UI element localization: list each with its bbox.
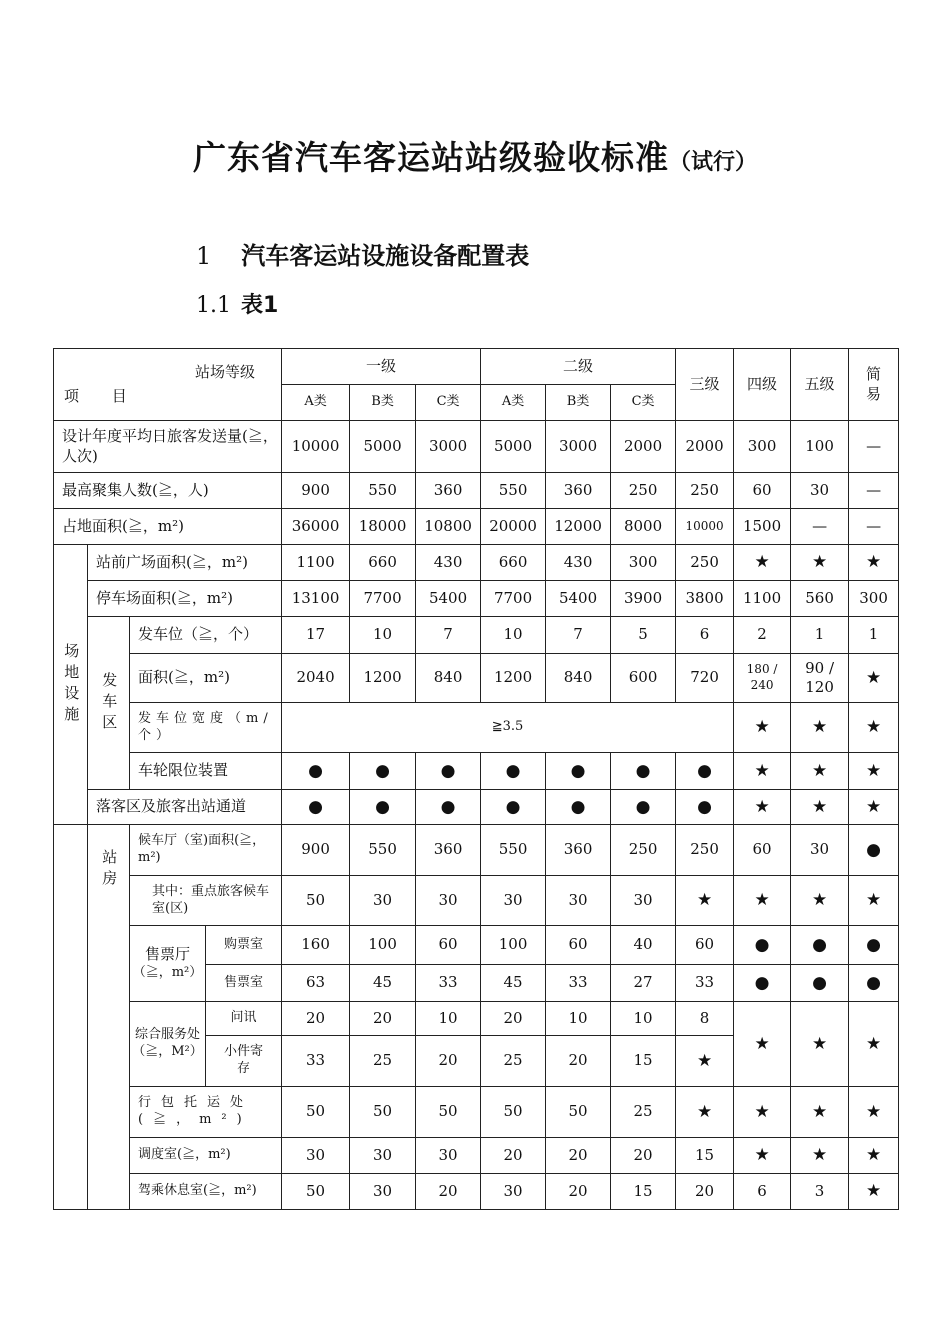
value-cell: 8 bbox=[676, 1002, 734, 1036]
value-cell: 250 bbox=[676, 545, 734, 581]
value-cell: 33 bbox=[676, 965, 734, 1002]
value-cell: 7700 bbox=[350, 581, 416, 617]
value-cell: 17 bbox=[282, 617, 350, 654]
value-cell: 1 bbox=[791, 617, 849, 654]
value-cell: 10000 bbox=[282, 421, 350, 473]
value-cell: 550 bbox=[350, 825, 416, 876]
grade-header: 二级 bbox=[481, 349, 676, 385]
value-cell: 20 bbox=[481, 1138, 546, 1174]
value-cell: 180 / 240 bbox=[734, 654, 791, 703]
row-label: 设计年度平均日旅客发送量(≧，人次) bbox=[54, 421, 282, 473]
group-label-empty bbox=[54, 825, 88, 1210]
station-group-cell bbox=[88, 825, 130, 1210]
section-heading bbox=[196, 236, 529, 271]
value-cell: ● bbox=[546, 790, 611, 825]
grade-header: 三级 bbox=[676, 349, 734, 421]
value-cell: ★ bbox=[849, 545, 899, 581]
value-cell: 50 bbox=[350, 1087, 416, 1138]
subsection-title: 表1 bbox=[241, 293, 279, 318]
value-cell: 430 bbox=[416, 545, 481, 581]
value-cell: ★ bbox=[791, 753, 849, 790]
value-cell: ● bbox=[282, 790, 350, 825]
value-cell: 18000 bbox=[350, 509, 416, 545]
value-cell: 3900 bbox=[611, 581, 676, 617]
value-cell: 720 bbox=[676, 654, 734, 703]
value-cell: ★ bbox=[849, 703, 899, 753]
value-cell: 30 bbox=[791, 825, 849, 876]
value-cell: ★ bbox=[676, 1087, 734, 1138]
value-cell: 1200 bbox=[350, 654, 416, 703]
value-cell: 25 bbox=[481, 1036, 546, 1087]
grade-header: 一级 bbox=[282, 349, 481, 385]
row-label: 停车场面积(≧，m²) bbox=[88, 581, 282, 617]
value-cell: ★ bbox=[791, 876, 849, 926]
value-cell: 15 bbox=[611, 1174, 676, 1210]
value-cell: ★ bbox=[849, 876, 899, 926]
value-cell: ● bbox=[481, 753, 546, 790]
row-label: 调度室(≧，m²) bbox=[130, 1138, 282, 1174]
corner-bottom-label: 项 目 bbox=[64, 386, 141, 405]
row-label: 行包托运处(≧，m²) bbox=[130, 1087, 282, 1138]
value-cell: ● bbox=[791, 926, 849, 965]
value-cell: 45 bbox=[481, 965, 546, 1002]
value-cell: 5400 bbox=[416, 581, 481, 617]
value-cell: 15 bbox=[611, 1036, 676, 1087]
value-cell: 30 bbox=[350, 876, 416, 926]
value-cell: ● bbox=[676, 753, 734, 790]
value-cell: ★ bbox=[791, 545, 849, 581]
class-header: B类 bbox=[546, 385, 611, 421]
value-cell: 20000 bbox=[481, 509, 546, 545]
value-cell: 360 bbox=[546, 825, 611, 876]
table-row bbox=[54, 876, 899, 926]
value-cell: ● bbox=[611, 753, 676, 790]
value-cell: ★ bbox=[734, 1138, 791, 1174]
merged-value-cell: ≧3.5 bbox=[282, 703, 734, 753]
value-cell: 5000 bbox=[481, 421, 546, 473]
value-cell: 1200 bbox=[481, 654, 546, 703]
value-cell: ★ bbox=[791, 790, 849, 825]
group-label-station: 站房 bbox=[100, 849, 119, 891]
value-cell: 160 bbox=[282, 926, 350, 965]
table-row bbox=[54, 654, 899, 703]
value-cell: ● bbox=[611, 790, 676, 825]
table-row bbox=[54, 926, 899, 965]
row-label: 落客区及旅客出站通道 bbox=[88, 790, 282, 825]
value-cell: 33 bbox=[282, 1036, 350, 1087]
grade-header: 四级 bbox=[734, 349, 791, 421]
value-cell: 360 bbox=[416, 825, 481, 876]
row-label: 购票室 bbox=[206, 926, 282, 965]
value-cell: ● bbox=[734, 965, 791, 1002]
value-cell: ● bbox=[734, 926, 791, 965]
value-cell: ★ bbox=[849, 654, 899, 703]
table-row bbox=[54, 545, 899, 581]
value-cell: ● bbox=[546, 753, 611, 790]
value-cell: 30 bbox=[416, 1138, 481, 1174]
table-row bbox=[54, 581, 899, 617]
value-cell: 1 bbox=[849, 617, 899, 654]
row-label: 候车厅（室)面积(≧，m²) bbox=[130, 825, 282, 876]
value-cell: 33 bbox=[416, 965, 481, 1002]
value-cell: 300 bbox=[734, 421, 791, 473]
value-cell: 10 bbox=[481, 617, 546, 654]
value-cell: ● bbox=[416, 790, 481, 825]
value-cell: ★ bbox=[849, 1138, 899, 1174]
value-cell: 50 bbox=[282, 876, 350, 926]
value-cell: — bbox=[849, 509, 899, 545]
grade-header: 简易 bbox=[849, 349, 899, 421]
value-cell: ● bbox=[676, 790, 734, 825]
section-title: 汽车客运站设施设备配置表 bbox=[241, 242, 530, 270]
value-cell: ● bbox=[282, 753, 350, 790]
value-cell: 8000 bbox=[611, 509, 676, 545]
document-title bbox=[0, 132, 950, 179]
row-label: 站前广场面积(≧，m²) bbox=[88, 545, 282, 581]
value-cell: 40 bbox=[611, 926, 676, 965]
table-row bbox=[54, 473, 899, 509]
value-cell: 30 bbox=[481, 1174, 546, 1210]
table-row bbox=[54, 1002, 899, 1036]
value-cell: ★ bbox=[734, 545, 791, 581]
value-cell: ● bbox=[350, 753, 416, 790]
value-cell: 6 bbox=[676, 617, 734, 654]
row-label: 售票室 bbox=[206, 965, 282, 1002]
value-cell: 10 bbox=[546, 1002, 611, 1036]
table-row bbox=[54, 790, 899, 825]
value-cell: 60 bbox=[734, 825, 791, 876]
value-cell: 30 bbox=[791, 473, 849, 509]
table-row bbox=[54, 1138, 899, 1174]
group-label-site: 场地设施 bbox=[54, 545, 88, 825]
value-cell: — bbox=[849, 421, 899, 473]
value-cell: 250 bbox=[611, 825, 676, 876]
value-cell: 840 bbox=[416, 654, 481, 703]
value-cell: 3000 bbox=[416, 421, 481, 473]
value-cell: ● bbox=[350, 790, 416, 825]
value-cell: 2000 bbox=[676, 421, 734, 473]
group-label-ticket: 售票厅 bbox=[144, 945, 190, 964]
value-cell: 30 bbox=[282, 1138, 350, 1174]
class-header: B类 bbox=[350, 385, 416, 421]
service-unit-label: （≧，M²） bbox=[132, 1044, 203, 1059]
value-cell: 1100 bbox=[734, 581, 791, 617]
value-cell: 60 bbox=[734, 473, 791, 509]
value-cell: 660 bbox=[350, 545, 416, 581]
value-cell: 50 bbox=[282, 1087, 350, 1138]
value-cell: 1500 bbox=[734, 509, 791, 545]
value-cell: 20 bbox=[416, 1036, 481, 1087]
value-cell: ● bbox=[416, 753, 481, 790]
value-cell: 300 bbox=[611, 545, 676, 581]
value-cell: 20 bbox=[282, 1002, 350, 1036]
value-cell: 50 bbox=[282, 1174, 350, 1210]
row-label: 小件寄存 bbox=[206, 1036, 282, 1087]
section-number: 1 bbox=[196, 242, 212, 270]
value-cell: 5400 bbox=[546, 581, 611, 617]
table-row bbox=[54, 1087, 899, 1138]
value-cell: 13100 bbox=[282, 581, 350, 617]
merged-value-cell: ★ bbox=[734, 1002, 791, 1087]
value-cell: 7 bbox=[416, 617, 481, 654]
value-cell: ● bbox=[791, 965, 849, 1002]
value-cell: 900 bbox=[282, 473, 350, 509]
table-row bbox=[54, 703, 899, 753]
value-cell: 20 bbox=[546, 1138, 611, 1174]
header-row-1 bbox=[54, 349, 899, 385]
value-cell: — bbox=[791, 509, 849, 545]
value-cell: 30 bbox=[611, 876, 676, 926]
facility-table bbox=[53, 348, 899, 1210]
value-cell: ★ bbox=[734, 703, 791, 753]
group-label-dispatch: 发车区 bbox=[88, 617, 130, 790]
value-cell: 10 bbox=[416, 1002, 481, 1036]
value-cell: 100 bbox=[350, 926, 416, 965]
row-label: 发车位宽度（m/个） bbox=[130, 703, 282, 753]
value-cell: 50 bbox=[546, 1087, 611, 1138]
value-cell: ● bbox=[481, 790, 546, 825]
value-cell: 60 bbox=[676, 926, 734, 965]
value-cell: 250 bbox=[676, 473, 734, 509]
value-cell: 10 bbox=[611, 1002, 676, 1036]
value-cell: 100 bbox=[481, 926, 546, 965]
value-cell: 250 bbox=[611, 473, 676, 509]
value-cell: 430 bbox=[546, 545, 611, 581]
class-header: A类 bbox=[481, 385, 546, 421]
grade-header: 五级 bbox=[791, 349, 849, 421]
value-cell: ● bbox=[849, 965, 899, 1002]
value-cell: 550 bbox=[481, 825, 546, 876]
value-cell: 900 bbox=[282, 825, 350, 876]
value-cell: 360 bbox=[546, 473, 611, 509]
value-cell: 33 bbox=[546, 965, 611, 1002]
value-cell: 50 bbox=[416, 1087, 481, 1138]
row-label: 面积(≧，m²) bbox=[130, 654, 282, 703]
value-cell: 20 bbox=[546, 1036, 611, 1087]
corner-top-label: 站场等级 bbox=[195, 363, 256, 381]
value-cell: 2 bbox=[734, 617, 791, 654]
value-cell: 20 bbox=[416, 1174, 481, 1210]
value-cell: 550 bbox=[481, 473, 546, 509]
value-cell: 20 bbox=[546, 1174, 611, 1210]
value-cell: 20 bbox=[481, 1002, 546, 1036]
row-label: 驾乘休息室(≧，m²) bbox=[130, 1174, 282, 1210]
service-counter-cell bbox=[130, 1002, 206, 1087]
table-row bbox=[54, 421, 899, 473]
value-cell: 2000 bbox=[611, 421, 676, 473]
value-cell: 10 bbox=[350, 617, 416, 654]
value-cell: ★ bbox=[849, 1087, 899, 1138]
value-cell: 550 bbox=[350, 473, 416, 509]
value-cell: 6 bbox=[734, 1174, 791, 1210]
table-row bbox=[54, 509, 899, 545]
value-cell: 360 bbox=[416, 473, 481, 509]
ticket-unit-label: （≧，m²） bbox=[132, 964, 203, 980]
value-cell: 10800 bbox=[416, 509, 481, 545]
subsection-number: 1.1 bbox=[196, 293, 231, 318]
value-cell: 30 bbox=[546, 876, 611, 926]
value-cell: 50 bbox=[481, 1087, 546, 1138]
value-cell: 1100 bbox=[282, 545, 350, 581]
value-cell: 15 bbox=[676, 1138, 734, 1174]
value-cell: ★ bbox=[849, 790, 899, 825]
value-cell: 30 bbox=[350, 1138, 416, 1174]
value-cell: ● bbox=[849, 926, 899, 965]
table-row bbox=[54, 825, 899, 876]
value-cell: 3 bbox=[791, 1174, 849, 1210]
value-cell: 250 bbox=[676, 825, 734, 876]
value-cell: 5 bbox=[611, 617, 676, 654]
title-suffix: （试行） bbox=[668, 150, 757, 175]
value-cell: 7 bbox=[546, 617, 611, 654]
value-cell: ★ bbox=[791, 703, 849, 753]
value-cell: 560 bbox=[791, 581, 849, 617]
value-cell: ★ bbox=[791, 1138, 849, 1174]
row-label: 其中：重点旅客候车室(区) bbox=[130, 876, 282, 926]
value-cell: 36000 bbox=[282, 509, 350, 545]
value-cell: 2040 bbox=[282, 654, 350, 703]
value-cell: 90 / 120 bbox=[791, 654, 849, 703]
table-row bbox=[54, 617, 899, 654]
value-cell: ★ bbox=[734, 753, 791, 790]
row-label: 占地面积(≧，m²) bbox=[54, 509, 282, 545]
value-cell: 63 bbox=[282, 965, 350, 1002]
row-label: 问讯 bbox=[206, 1002, 282, 1036]
row-label: 最高聚集人数(≧，人) bbox=[54, 473, 282, 509]
class-header: C类 bbox=[416, 385, 481, 421]
value-cell: ★ bbox=[849, 1174, 899, 1210]
value-cell: 5000 bbox=[350, 421, 416, 473]
class-header: A类 bbox=[282, 385, 350, 421]
value-cell: ★ bbox=[849, 753, 899, 790]
value-cell: 600 bbox=[611, 654, 676, 703]
value-cell: 840 bbox=[546, 654, 611, 703]
table-corner-cell bbox=[54, 349, 282, 421]
value-cell: 660 bbox=[481, 545, 546, 581]
value-cell: 30 bbox=[416, 876, 481, 926]
value-cell: 12000 bbox=[546, 509, 611, 545]
value-cell: 7700 bbox=[481, 581, 546, 617]
value-cell: 3800 bbox=[676, 581, 734, 617]
row-label: 发车位（≧，个） bbox=[130, 617, 282, 654]
ticket-hall-cell bbox=[130, 926, 206, 1002]
merged-value-cell: ★ bbox=[791, 1002, 849, 1087]
value-cell: ★ bbox=[676, 876, 734, 926]
subsection-heading bbox=[196, 288, 278, 319]
value-cell: 10000 bbox=[676, 509, 734, 545]
table-row bbox=[54, 753, 899, 790]
value-cell: 3000 bbox=[546, 421, 611, 473]
value-cell: ★ bbox=[676, 1036, 734, 1087]
row-label: 车轮限位装置 bbox=[130, 753, 282, 790]
value-cell: 20 bbox=[350, 1002, 416, 1036]
value-cell: 60 bbox=[546, 926, 611, 965]
value-cell: ★ bbox=[734, 1087, 791, 1138]
value-cell: 100 bbox=[791, 421, 849, 473]
value-cell: 30 bbox=[350, 1174, 416, 1210]
value-cell: 20 bbox=[676, 1174, 734, 1210]
value-cell: 25 bbox=[350, 1036, 416, 1087]
value-cell: 20 bbox=[611, 1138, 676, 1174]
value-cell: ★ bbox=[791, 1087, 849, 1138]
value-cell: 60 bbox=[416, 926, 481, 965]
value-cell: ★ bbox=[734, 790, 791, 825]
class-header: C类 bbox=[611, 385, 676, 421]
value-cell: 27 bbox=[611, 965, 676, 1002]
title-main: 广东省汽车客运站站级验收标准 bbox=[192, 138, 669, 177]
value-cell: ★ bbox=[734, 876, 791, 926]
group-label-service: 综合服务处 bbox=[134, 1027, 200, 1043]
value-cell: — bbox=[849, 473, 899, 509]
value-cell: ● bbox=[849, 825, 899, 876]
value-cell: 30 bbox=[481, 876, 546, 926]
table-row bbox=[54, 1174, 899, 1210]
merged-value-cell: ★ bbox=[849, 1002, 899, 1087]
value-cell: 300 bbox=[849, 581, 899, 617]
value-cell: 45 bbox=[350, 965, 416, 1002]
value-cell: 25 bbox=[611, 1087, 676, 1138]
